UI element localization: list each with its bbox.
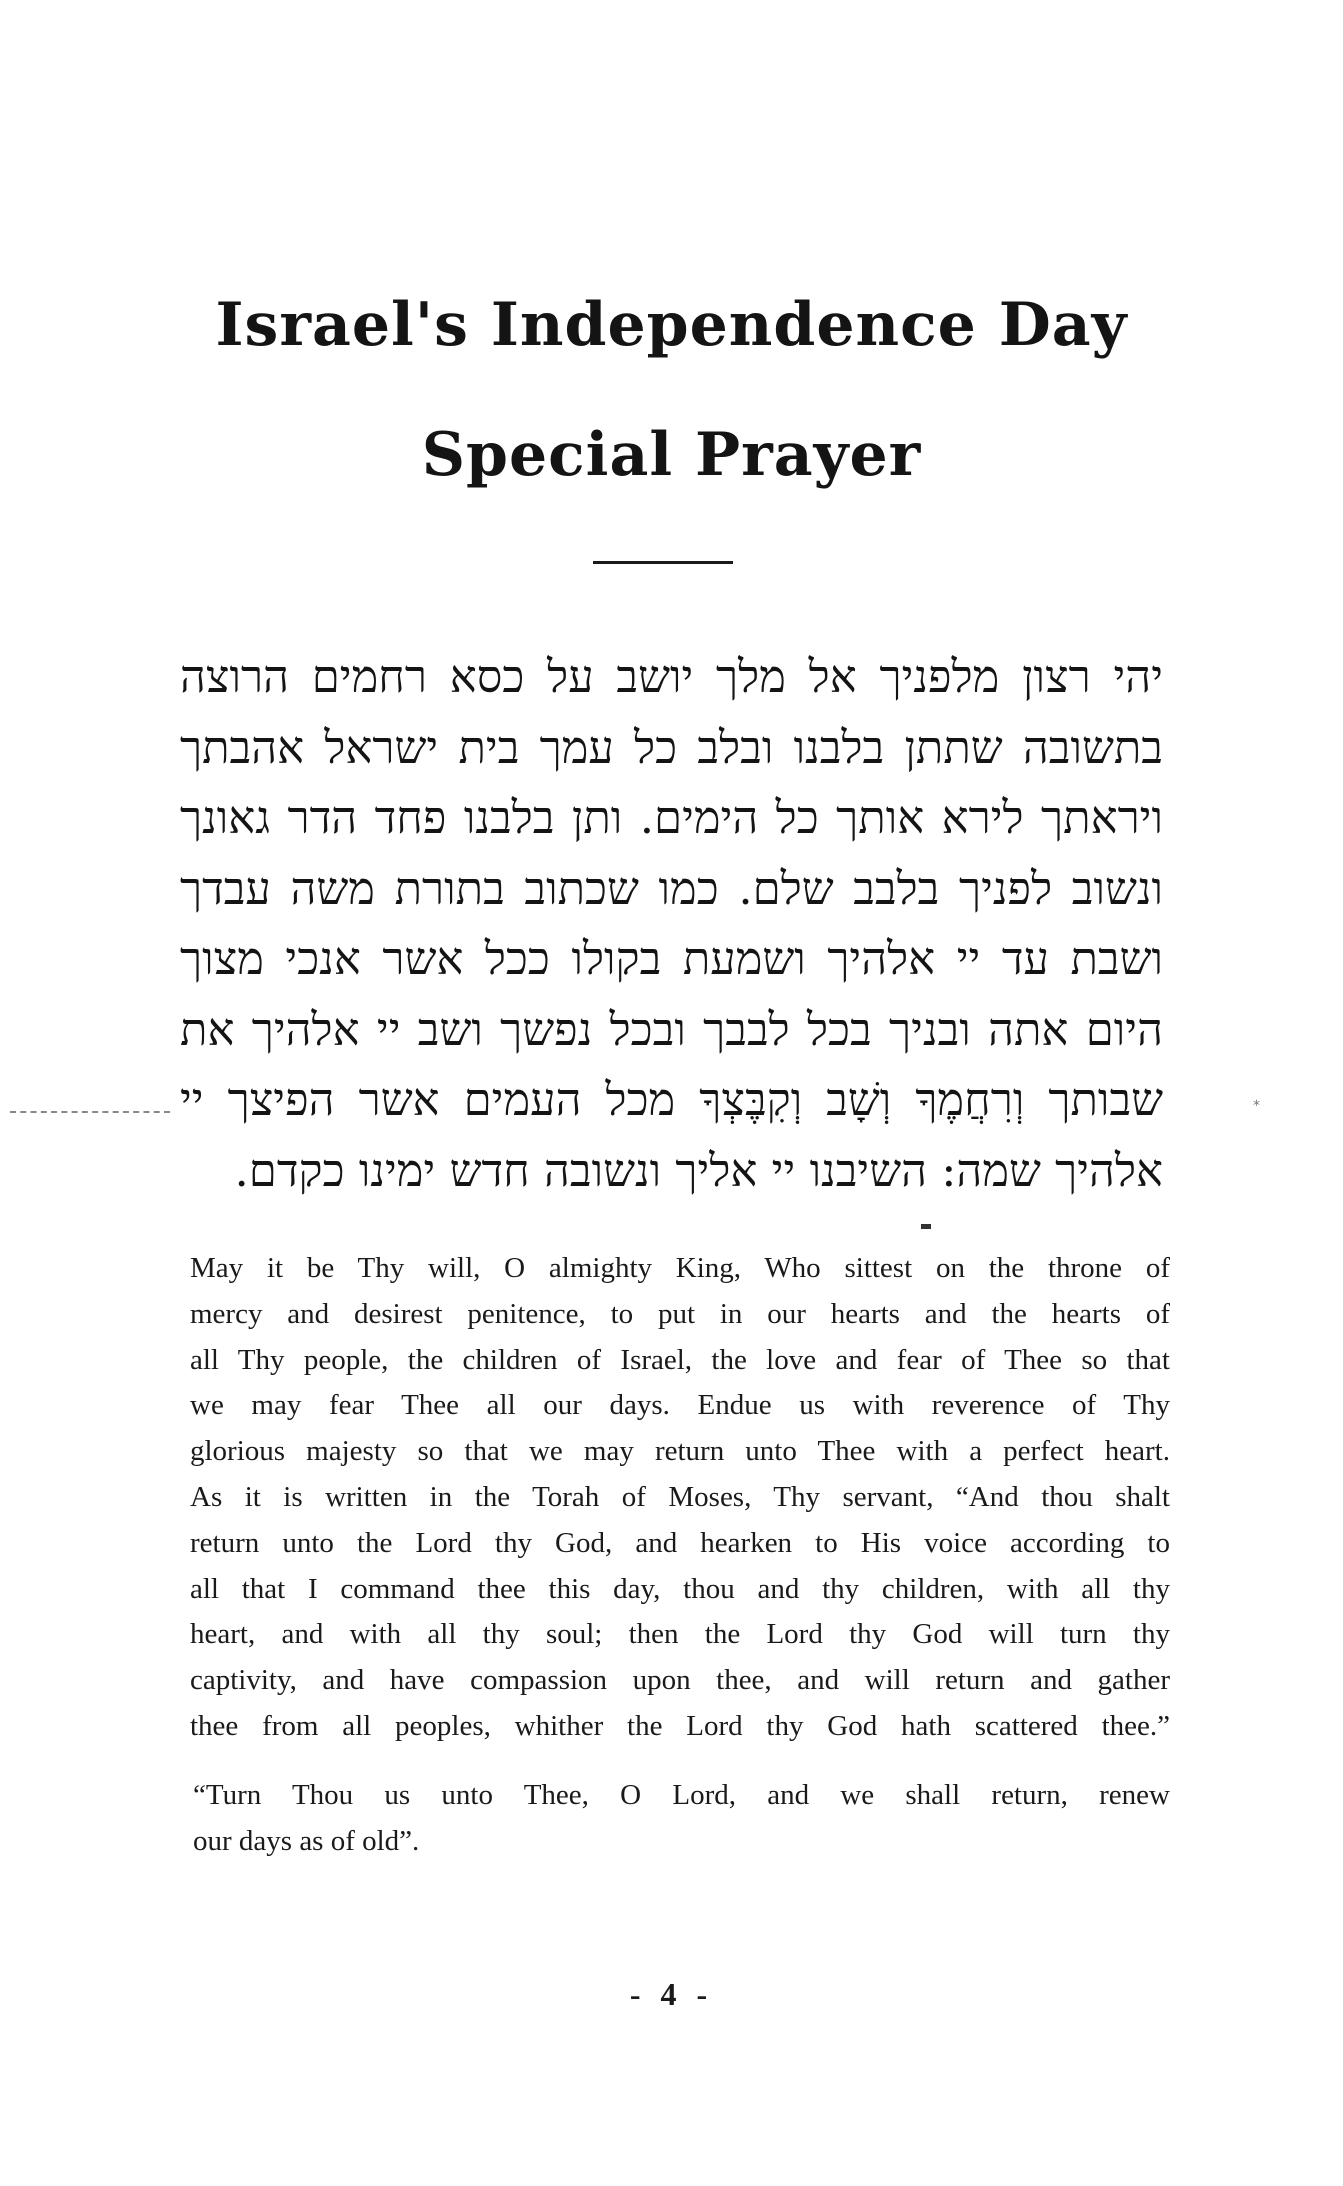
english-line: glorious majesty so that we may return unto Thee with a perfect heart. — [190, 1435, 1170, 1468]
title-line-2: Special Prayer — [421, 420, 922, 490]
hebrew-prayer — [180, 642, 1163, 1206]
english-line: As it is written in the Torah of Moses, Thy servant, “And thou shalt — [190, 1480, 1170, 1513]
hebrew-line: בתשובה שתתן בלבנו ובלב כל עמך בית ישראל אהבתך — [180, 720, 1163, 774]
english-line: all that I command thee this day, thou and thy children, with all thy — [190, 1572, 1170, 1605]
english-line: all Thy people, the children of Israel, the love and fear of Thee so that — [190, 1343, 1170, 1376]
english-line: mercy and desirest penitence, to put in our hearts and the hearts of — [190, 1297, 1170, 1330]
page-number: - 4 - — [629, 1976, 714, 2012]
title-divider — [593, 561, 733, 564]
english-line: we may fear Thee all our days. Endue us with reverence of Thy — [190, 1389, 1170, 1422]
english-translation — [190, 1246, 1170, 1750]
hebrew-line: אלהיך שמה: השיבנו יי אליך ונשובה חדש ימינו כקדם. — [234, 1143, 1163, 1197]
english-line: heart, and with all thy soul; then the Lord thy God will turn thy — [190, 1618, 1170, 1651]
english-closing-verse — [193, 1773, 1170, 1865]
hebrew-line: ויראתך לירא אותך כל הימים. ותן בלבנו פחד הדר גאונך — [180, 791, 1163, 844]
hebrew-line: יהי רצון מלפניך אל מלך יושב על כסא רחמים הרוצה — [180, 650, 1163, 703]
english-line: return unto the Lord thy God, and hearken to His voice according to — [190, 1526, 1170, 1559]
hebrew-line: היום אתה ובניך בכל לבבך ובכל נפשך ושב יי אלהיך את — [180, 1002, 1163, 1056]
english-line: our days as of old”. — [193, 1824, 420, 1857]
english-line: thee from all peoples, whither the Lord thy God hath scattered thee.” — [190, 1709, 1170, 1742]
scan-artifact-mark: * — [1253, 1098, 1260, 1114]
english-line: “Turn Thou us unto Thee, O Lord, and we shall return, renew — [193, 1779, 1170, 1811]
english-line: May it be Thy will, O almighty King, Who sittest on the throne of — [190, 1252, 1170, 1284]
hebrew-line: שבותך וְרִחֲמֶךָ וְשָׁב וְקִבֶּצְךָ מכל העמים אשר הפיצך יי — [180, 1073, 1163, 1126]
english-line: captivity, and have compassion upon thee, and will return and gather — [190, 1664, 1170, 1697]
scan-artifact-dash — [10, 1111, 170, 1113]
hebrew-line: ושבת עד יי אלהיך ושמעת בקולו ככל אשר אנכי מצוך — [180, 932, 1163, 985]
hebrew-line: ונשוב לפניך בלבב שלם. כמו שכתוב בתורת משה עבדך — [180, 861, 1163, 915]
title-line-1: Israel's Independence Day — [215, 290, 1128, 360]
separator-mark — [921, 1224, 931, 1229]
